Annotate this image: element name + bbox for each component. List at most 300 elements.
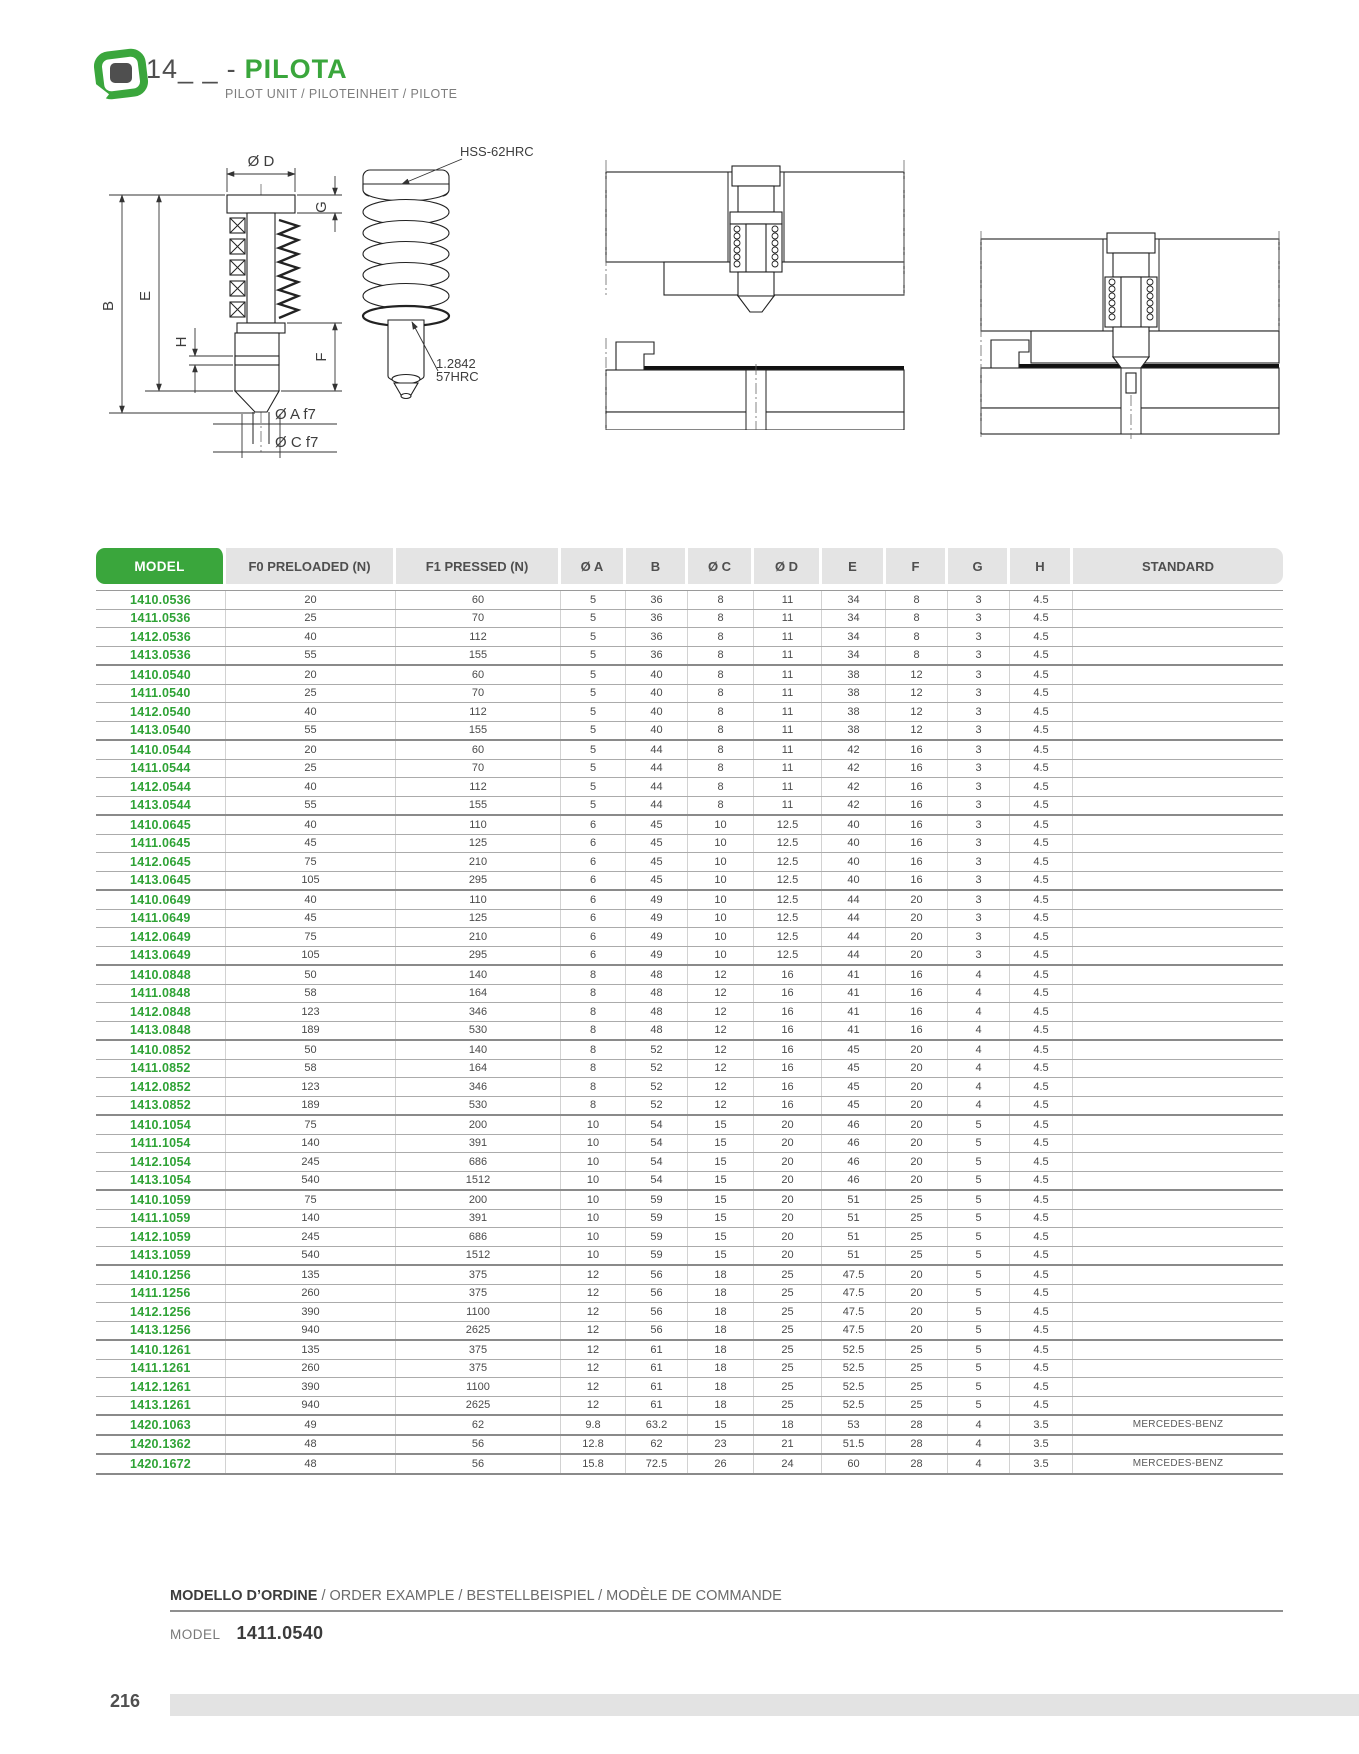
table-row: [96, 797, 1283, 817]
value-cell: 346: [396, 1003, 561, 1021]
value-cell: 140: [396, 966, 561, 984]
value-cell: 155: [396, 797, 561, 815]
value-cell: 20: [886, 1097, 948, 1115]
value-cell: 4: [948, 966, 1010, 984]
standard-cell: [1073, 610, 1283, 628]
value-cell: 49: [226, 1416, 396, 1434]
value-cell: 45: [626, 853, 688, 871]
value-cell: 5: [948, 1341, 1010, 1359]
value-cell: 16: [886, 1003, 948, 1021]
value-cell: 18: [688, 1266, 754, 1284]
table-row: [96, 1303, 1283, 1322]
value-cell: 45: [822, 1041, 886, 1059]
value-cell: 11: [754, 610, 822, 628]
value-cell: 24: [754, 1455, 822, 1473]
value-cell: 8: [886, 610, 948, 628]
value-cell: 15: [688, 1116, 754, 1134]
value-cell: 70: [396, 685, 561, 703]
table-row: [96, 1153, 1283, 1172]
value-cell: 15: [688, 1135, 754, 1153]
value-cell: 25: [886, 1210, 948, 1228]
value-cell: 123: [226, 1078, 396, 1096]
value-cell: 5: [948, 1228, 1010, 1246]
table-row: [96, 1228, 1283, 1247]
value-cell: 25: [754, 1322, 822, 1340]
dim-label-h: H: [173, 336, 190, 348]
value-cell: 20: [886, 1060, 948, 1078]
value-cell: 125: [396, 835, 561, 853]
value-cell: 5: [948, 1191, 1010, 1209]
standard-cell: [1073, 591, 1283, 609]
value-cell: 20: [886, 1135, 948, 1153]
value-cell: 16: [754, 1078, 822, 1096]
value-cell: 48: [626, 966, 688, 984]
value-cell: 6: [561, 891, 626, 909]
value-cell: 6: [561, 872, 626, 890]
value-cell: 26: [688, 1455, 754, 1473]
value-cell: 5: [561, 703, 626, 721]
value-cell: 295: [396, 872, 561, 890]
value-cell: 4.5: [1010, 666, 1073, 684]
value-cell: 15: [688, 1247, 754, 1265]
value-cell: 9.8: [561, 1416, 626, 1434]
value-cell: 4.5: [1010, 1022, 1073, 1040]
value-cell: 44: [626, 778, 688, 796]
standard-cell: [1073, 928, 1283, 946]
value-cell: 8: [688, 628, 754, 646]
value-cell: 44: [626, 741, 688, 759]
value-cell: 20: [886, 1266, 948, 1284]
value-cell: 4.5: [1010, 722, 1073, 740]
value-cell: 8: [688, 647, 754, 665]
value-cell: 4.5: [1010, 872, 1073, 890]
value-cell: 40: [822, 816, 886, 834]
value-cell: 5: [948, 1116, 1010, 1134]
value-cell: 12: [688, 1060, 754, 1078]
table-row: [96, 1003, 1283, 1022]
value-cell: 20: [754, 1247, 822, 1265]
value-cell: 200: [396, 1191, 561, 1209]
value-cell: 4.5: [1010, 947, 1073, 965]
value-cell: 16: [754, 1097, 822, 1115]
value-cell: 6: [561, 835, 626, 853]
value-cell: 25: [754, 1303, 822, 1321]
standard-cell: [1073, 966, 1283, 984]
value-cell: 59: [626, 1247, 688, 1265]
model-cell: 1413.0852: [96, 1097, 226, 1115]
value-cell: 70: [396, 610, 561, 628]
value-cell: 112: [396, 703, 561, 721]
value-cell: 25: [886, 1341, 948, 1359]
value-cell: 16: [886, 835, 948, 853]
table-row: [96, 1247, 1283, 1267]
value-cell: 5: [948, 1397, 1010, 1415]
value-cell: 72.5: [626, 1455, 688, 1473]
product-name: PILOTA: [244, 54, 348, 84]
catalog-code: 14_ _: [146, 54, 219, 84]
value-cell: 4.5: [1010, 1153, 1073, 1171]
model-cell: 1410.0852: [96, 1041, 226, 1059]
value-cell: 4: [948, 1003, 1010, 1021]
order-model-label: MODEL: [170, 1627, 221, 1642]
value-cell: 47.5: [822, 1266, 886, 1284]
value-cell: 25: [886, 1247, 948, 1265]
order-heading-primary: MODELLO D’ORDINE: [170, 1588, 318, 1604]
value-cell: 12: [561, 1285, 626, 1303]
standard-cell: [1073, 1097, 1283, 1115]
value-cell: 61: [626, 1397, 688, 1415]
value-cell: 15: [688, 1153, 754, 1171]
value-cell: 3: [948, 910, 1010, 928]
value-cell: 12: [561, 1378, 626, 1396]
table-row: [96, 591, 1283, 610]
value-cell: 391: [396, 1135, 561, 1153]
value-cell: 25: [886, 1397, 948, 1415]
value-cell: 44: [626, 760, 688, 778]
value-cell: 16: [754, 966, 822, 984]
table-row: [96, 1436, 1283, 1456]
value-cell: 12: [561, 1397, 626, 1415]
value-cell: 5: [948, 1303, 1010, 1321]
value-cell: 55: [226, 722, 396, 740]
value-cell: 18: [688, 1322, 754, 1340]
value-cell: 4.5: [1010, 1341, 1073, 1359]
value-cell: 12.5: [754, 872, 822, 890]
column-header: G: [948, 548, 1010, 584]
value-cell: 41: [822, 985, 886, 1003]
value-cell: 8: [688, 722, 754, 740]
standard-cell: [1073, 1135, 1283, 1153]
value-cell: 10: [688, 947, 754, 965]
value-cell: 15: [688, 1172, 754, 1190]
dim-label-a: Ø A f7: [275, 406, 316, 423]
dim-label-e: E: [137, 290, 154, 302]
value-cell: 5: [561, 722, 626, 740]
value-cell: 48: [226, 1455, 396, 1473]
value-cell: 58: [226, 985, 396, 1003]
value-cell: 12: [886, 722, 948, 740]
value-cell: 11: [754, 628, 822, 646]
value-cell: 5: [948, 1172, 1010, 1190]
order-example-heading: [170, 1588, 782, 1604]
value-cell: 70: [396, 760, 561, 778]
value-cell: 56: [626, 1266, 688, 1284]
standard-cell: [1073, 835, 1283, 853]
standard-cell: [1073, 985, 1283, 1003]
value-cell: 3: [948, 947, 1010, 965]
value-cell: 112: [396, 628, 561, 646]
standard-cell: [1073, 910, 1283, 928]
value-cell: 11: [754, 666, 822, 684]
model-cell: 1413.0649: [96, 947, 226, 965]
value-cell: 44: [822, 910, 886, 928]
value-cell: 49: [626, 947, 688, 965]
value-cell: 20: [886, 1172, 948, 1190]
value-cell: 125: [396, 910, 561, 928]
value-cell: 12: [688, 1022, 754, 1040]
model-cell: 1410.0848: [96, 966, 226, 984]
value-cell: 5: [948, 1153, 1010, 1171]
value-cell: 8: [561, 1078, 626, 1096]
value-cell: 59: [626, 1191, 688, 1209]
value-cell: 8: [688, 703, 754, 721]
value-cell: 686: [396, 1153, 561, 1171]
model-cell: 1420.1362: [96, 1436, 226, 1454]
value-cell: 8: [561, 1003, 626, 1021]
die-section-closed-drawing: [975, 231, 1285, 443]
model-cell: 1411.0544: [96, 760, 226, 778]
value-cell: 46: [822, 1116, 886, 1134]
table-row: [96, 760, 1283, 779]
value-cell: 20: [886, 1041, 948, 1059]
value-cell: 10: [561, 1153, 626, 1171]
value-cell: 375: [396, 1266, 561, 1284]
value-cell: 38: [822, 685, 886, 703]
die-section-open-drawing: [600, 160, 910, 430]
table-row: [96, 1135, 1283, 1154]
value-cell: 10: [688, 835, 754, 853]
value-cell: 4.5: [1010, 1322, 1073, 1340]
table-row: [96, 985, 1283, 1004]
standard-cell: [1073, 816, 1283, 834]
value-cell: 4.5: [1010, 685, 1073, 703]
value-cell: 40: [822, 872, 886, 890]
value-cell: 210: [396, 928, 561, 946]
model-cell: 1412.0544: [96, 778, 226, 796]
value-cell: 135: [226, 1341, 396, 1359]
value-cell: 20: [754, 1191, 822, 1209]
value-cell: 3: [948, 835, 1010, 853]
value-cell: 5: [948, 1285, 1010, 1303]
model-cell: 1413.0645: [96, 872, 226, 890]
value-cell: 10: [561, 1191, 626, 1209]
value-cell: 3: [948, 928, 1010, 946]
model-cell: 1411.1256: [96, 1285, 226, 1303]
value-cell: 12: [561, 1341, 626, 1359]
value-cell: 10: [688, 891, 754, 909]
value-cell: 20: [886, 1078, 948, 1096]
value-cell: 61: [626, 1341, 688, 1359]
standard-cell: [1073, 703, 1283, 721]
value-cell: 42: [822, 778, 886, 796]
standard-cell: [1073, 1078, 1283, 1096]
value-cell: 48: [226, 1436, 396, 1454]
value-cell: 260: [226, 1360, 396, 1378]
value-cell: 25: [754, 1341, 822, 1359]
standard-cell: [1073, 1436, 1283, 1454]
value-cell: 8: [561, 966, 626, 984]
value-cell: 140: [226, 1210, 396, 1228]
value-cell: 40: [226, 891, 396, 909]
value-cell: 155: [396, 647, 561, 665]
model-cell: 1413.0536: [96, 647, 226, 665]
standard-cell: [1073, 1303, 1283, 1321]
value-cell: 5: [561, 778, 626, 796]
value-cell: 8: [886, 591, 948, 609]
value-cell: 40: [226, 778, 396, 796]
model-cell: 1420.1063: [96, 1416, 226, 1434]
value-cell: 42: [822, 760, 886, 778]
value-cell: 36: [626, 610, 688, 628]
value-cell: 4.5: [1010, 741, 1073, 759]
value-cell: 375: [396, 1341, 561, 1359]
value-cell: 390: [226, 1378, 396, 1396]
value-cell: 12: [688, 1003, 754, 1021]
value-cell: 75: [226, 1116, 396, 1134]
value-cell: 10: [561, 1172, 626, 1190]
table-row: [96, 910, 1283, 929]
value-cell: 3: [948, 703, 1010, 721]
value-cell: 51: [822, 1247, 886, 1265]
value-cell: 10: [688, 816, 754, 834]
table-row: [96, 1041, 1283, 1060]
value-cell: 15.8: [561, 1455, 626, 1473]
value-cell: 45: [226, 835, 396, 853]
value-cell: 10: [688, 910, 754, 928]
value-cell: 390: [226, 1303, 396, 1321]
value-cell: 12.5: [754, 816, 822, 834]
column-header: F1 PRESSED (N): [396, 548, 561, 584]
value-cell: 530: [396, 1022, 561, 1040]
value-cell: 4.5: [1010, 1172, 1073, 1190]
value-cell: 47.5: [822, 1285, 886, 1303]
value-cell: 12.5: [754, 891, 822, 909]
model-cell: 1410.1054: [96, 1116, 226, 1134]
model-cell: 1411.0649: [96, 910, 226, 928]
standard-cell: [1073, 1378, 1283, 1396]
value-cell: 21: [754, 1436, 822, 1454]
value-cell: 15: [688, 1228, 754, 1246]
value-cell: 48: [626, 1022, 688, 1040]
standard-cell: [1073, 1360, 1283, 1378]
model-cell: 1413.0848: [96, 1022, 226, 1040]
standard-cell: [1073, 1322, 1283, 1340]
table-row: [96, 1397, 1283, 1417]
value-cell: 28: [886, 1416, 948, 1434]
standard-cell: [1073, 760, 1283, 778]
model-cell: 1410.0540: [96, 666, 226, 684]
value-cell: 5: [561, 666, 626, 684]
value-cell: 12: [688, 1097, 754, 1115]
value-cell: 45: [822, 1060, 886, 1078]
value-cell: 45: [822, 1078, 886, 1096]
value-cell: 375: [396, 1360, 561, 1378]
value-cell: 62: [396, 1416, 561, 1434]
value-cell: 4.5: [1010, 816, 1073, 834]
value-cell: 51: [822, 1191, 886, 1209]
standard-cell: [1073, 741, 1283, 759]
dim-label-b: B: [100, 300, 117, 312]
value-cell: 375: [396, 1285, 561, 1303]
standard-cell: MERCEDES-BENZ: [1132, 1419, 1224, 1431]
value-cell: 61: [626, 1378, 688, 1396]
value-cell: 8: [561, 1097, 626, 1115]
value-cell: 20: [754, 1153, 822, 1171]
isometric-drawing: [350, 140, 550, 400]
value-cell: 540: [226, 1172, 396, 1190]
value-cell: 56: [626, 1285, 688, 1303]
spec-table-head: [96, 548, 1283, 584]
standard-cell: [1073, 1003, 1283, 1021]
standard-cell: [1073, 1191, 1283, 1209]
model-cell: 1411.1261: [96, 1360, 226, 1378]
value-cell: 3: [948, 778, 1010, 796]
value-cell: 4.5: [1010, 1060, 1073, 1078]
value-cell: 4.5: [1010, 1191, 1073, 1209]
value-cell: 164: [396, 1060, 561, 1078]
value-cell: 45: [626, 816, 688, 834]
value-cell: 4.5: [1010, 985, 1073, 1003]
steel-grade-label: HSS-62HRC: [460, 144, 534, 159]
value-cell: 8: [688, 685, 754, 703]
value-cell: 3: [948, 853, 1010, 871]
material-label: 1.2842: [436, 356, 476, 371]
value-cell: 12.5: [754, 928, 822, 946]
value-cell: 25: [754, 1378, 822, 1396]
standard-cell: [1073, 1285, 1283, 1303]
value-cell: 10: [561, 1247, 626, 1265]
value-cell: 940: [226, 1397, 396, 1415]
value-cell: 49: [626, 891, 688, 909]
value-cell: 20: [754, 1135, 822, 1153]
value-cell: 295: [396, 947, 561, 965]
value-cell: 4: [948, 1060, 1010, 1078]
value-cell: 25: [226, 685, 396, 703]
value-cell: 75: [226, 928, 396, 946]
table-row: [96, 928, 1283, 947]
value-cell: 110: [396, 891, 561, 909]
value-cell: 18: [688, 1303, 754, 1321]
value-cell: 36: [626, 647, 688, 665]
value-cell: 54: [626, 1172, 688, 1190]
value-cell: 3: [948, 741, 1010, 759]
value-cell: 75: [226, 1191, 396, 1209]
value-cell: 189: [226, 1097, 396, 1115]
table-row: [96, 947, 1283, 967]
value-cell: 5: [948, 1135, 1010, 1153]
value-cell: 3: [948, 610, 1010, 628]
value-cell: 140: [226, 1135, 396, 1153]
value-cell: 20: [886, 1285, 948, 1303]
value-cell: 12.5: [754, 947, 822, 965]
footer-bar: [170, 1694, 1359, 1716]
value-cell: 40: [626, 685, 688, 703]
value-cell: 12: [561, 1266, 626, 1284]
value-cell: 4: [948, 1041, 1010, 1059]
value-cell: 18: [688, 1397, 754, 1415]
column-header: F: [886, 548, 948, 584]
value-cell: 4: [948, 1455, 1010, 1473]
value-cell: 49: [626, 928, 688, 946]
value-cell: 4.5: [1010, 703, 1073, 721]
value-cell: 12: [886, 703, 948, 721]
value-cell: 16: [754, 1041, 822, 1059]
value-cell: 4.5: [1010, 1135, 1073, 1153]
value-cell: 4.5: [1010, 1303, 1073, 1321]
table-row: [96, 872, 1283, 892]
value-cell: 18: [688, 1341, 754, 1359]
value-cell: 12: [561, 1322, 626, 1340]
value-cell: 16: [886, 741, 948, 759]
order-heading-rule: [170, 1610, 1283, 1612]
model-cell: 1412.0645: [96, 853, 226, 871]
table-row: [96, 1266, 1283, 1285]
value-cell: 8: [886, 628, 948, 646]
model-cell: 1411.0536: [96, 610, 226, 628]
standard-cell: [1073, 853, 1283, 871]
value-cell: 4.5: [1010, 1360, 1073, 1378]
value-cell: 12: [688, 985, 754, 1003]
